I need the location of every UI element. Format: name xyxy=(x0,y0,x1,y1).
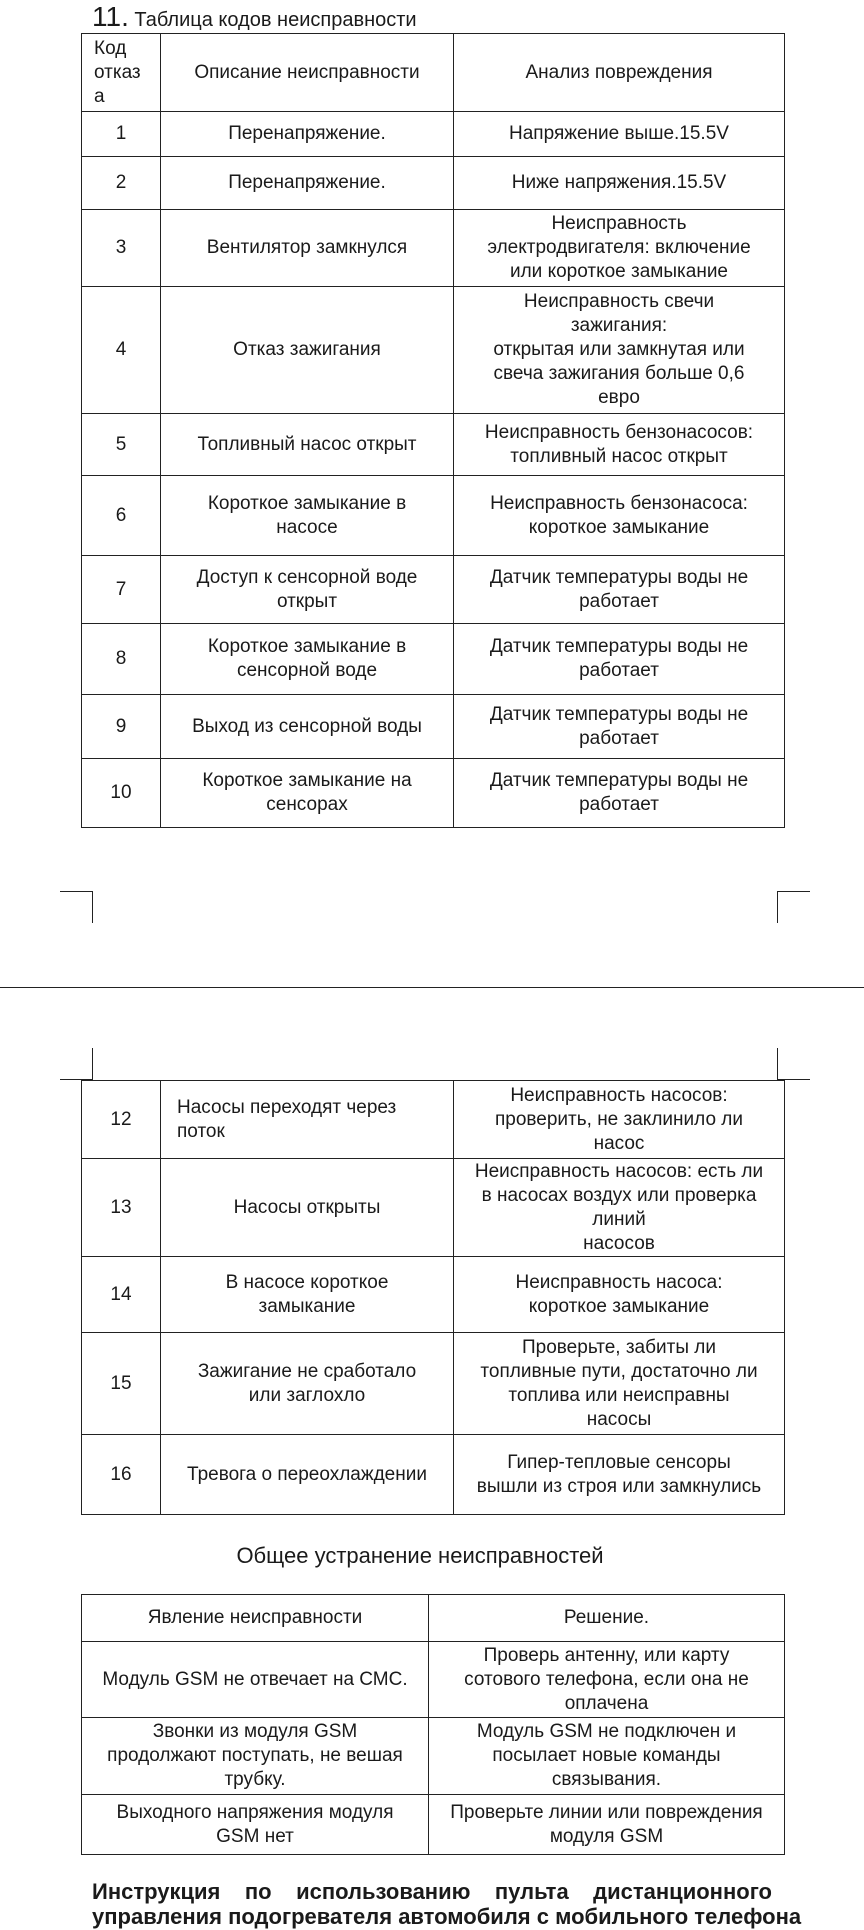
page-corner-mark-right xyxy=(777,1048,778,1080)
fault-code-table xyxy=(81,33,785,828)
table-row xyxy=(82,112,785,157)
table-row xyxy=(82,414,785,476)
fault-code: 4 xyxy=(82,287,161,414)
table-row xyxy=(82,1333,785,1435)
fault-code: 6 xyxy=(82,476,161,556)
header-analysis: Анализ повреждения xyxy=(454,34,785,112)
fault-description: Отказ зажигания xyxy=(161,287,454,414)
fault-code-table-continued xyxy=(81,1080,785,1515)
header-solution: Решение. xyxy=(429,1595,785,1642)
fault-analysis: Неисправность насосов: есть ли в насосах воздух или проверка линий насосов xyxy=(454,1159,785,1257)
fault-description: Тревога о переохлаждении xyxy=(161,1435,454,1515)
fault-description: Насосы открыты xyxy=(161,1159,454,1257)
page-corner-mark-left xyxy=(60,891,93,892)
fault-code: 3 xyxy=(82,210,161,287)
fault-description: Выход из сенсорной воды xyxy=(161,695,454,759)
fault-description: Короткое замыкание на сенсорах xyxy=(161,759,454,828)
fault-analysis: Датчик температуры воды не работает xyxy=(454,624,785,695)
fault-analysis: Неисправность насосов: проверить, не заклинило ли насос xyxy=(454,1081,785,1159)
fault-code: 2 xyxy=(82,157,161,210)
page-corner-mark-left xyxy=(92,1048,93,1080)
solution: Модуль GSM не подключен и посылает новые команды связывания. xyxy=(429,1718,785,1795)
fault-description: Перенапряжение. xyxy=(161,157,454,210)
section-title: Таблица кодов неисправности xyxy=(134,9,417,31)
fault-code: 15 xyxy=(82,1333,161,1435)
fault-description: Перенапряжение. xyxy=(161,112,454,157)
fault-code: 8 xyxy=(82,624,161,695)
table-row xyxy=(82,1257,785,1333)
table-row xyxy=(82,1081,785,1159)
symptom: Модуль GSM не отвечает на СМС. xyxy=(82,1642,429,1718)
page-divider xyxy=(0,987,864,988)
fault-analysis: Напряжение выше.15.5V xyxy=(454,112,785,157)
instruction-title-line-2: управления подогревателя автомобиля с мобильного телефона xyxy=(92,1904,802,1929)
fault-description: Вентилятор замкнулся xyxy=(161,210,454,287)
fault-analysis: Датчик температуры воды не работает xyxy=(454,695,785,759)
fault-analysis: Ниже напряжения.15.5V xyxy=(454,157,785,210)
fault-code: 5 xyxy=(82,414,161,476)
symptom: Выходного напряжения модуля GSM нет xyxy=(82,1795,429,1855)
solution: Проверьте линии или повреждения модуля GSM xyxy=(429,1795,785,1855)
fault-analysis: Датчик температуры воды не работает xyxy=(454,759,785,828)
fault-code: 7 xyxy=(82,556,161,624)
table-row xyxy=(82,1435,785,1515)
header-code: Код отказ а xyxy=(82,34,161,112)
fault-description: В насосе короткое замыкание xyxy=(161,1257,454,1333)
header-symptom: Явление неисправности xyxy=(82,1595,429,1642)
fault-analysis: Неисправность бензонасосов: топливный насос открыт xyxy=(454,414,785,476)
fault-analysis: Неисправность электродвигателя: включение или короткое замыкание xyxy=(454,210,785,287)
fault-analysis: Неисправность свечи зажигания: открытая или замкнутая или свеча зажигания больше 0,6 евро xyxy=(454,287,785,414)
fault-analysis: Проверьте, забиты ли топливные пути, достаточно ли топлива или неисправны насосы xyxy=(454,1333,785,1435)
troubleshooting-header-row xyxy=(82,1595,785,1642)
fault-description: Зажигание не сработало или заглохло xyxy=(161,1333,454,1435)
table-row xyxy=(82,1718,785,1795)
page-corner-mark-right xyxy=(777,891,778,923)
fault-description: Короткое замыкание в сенсорной воде xyxy=(161,624,454,695)
page-corner-mark-right xyxy=(777,891,810,892)
table-row xyxy=(82,287,785,414)
fault-code: 13 xyxy=(82,1159,161,1257)
fault-analysis: Гипер-тепловые сенсоры вышли из строя или замкнулись xyxy=(454,1435,785,1515)
section-heading xyxy=(92,0,417,37)
fault-code: 12 xyxy=(82,1081,161,1159)
fault-description: Доступ к сенсорной воде открыт xyxy=(161,556,454,624)
table-row xyxy=(82,476,785,556)
section-number: 11. xyxy=(92,1,129,32)
fault-description: Топливный насос открыт xyxy=(161,414,454,476)
fault-code: 14 xyxy=(82,1257,161,1333)
troubleshooting-title: Общее устранение неисправностей xyxy=(236,1543,604,1568)
table-row xyxy=(82,556,785,624)
page-corner-mark-left xyxy=(92,891,93,923)
table-row xyxy=(82,157,785,210)
table-row xyxy=(82,1159,785,1257)
fault-code: 16 xyxy=(82,1435,161,1515)
fault-description: Короткое замыкание в насосе xyxy=(161,476,454,556)
table-row xyxy=(82,1795,785,1855)
table-row xyxy=(82,695,785,759)
table-row xyxy=(82,759,785,828)
instruction-title-line-1: Инструкция по использованию пульта дистанционного xyxy=(92,1879,772,1904)
fault-code: 9 xyxy=(82,695,161,759)
fault-table-header-row xyxy=(82,34,785,112)
table-row xyxy=(82,1642,785,1718)
fault-code: 1 xyxy=(82,112,161,157)
troubleshooting-table xyxy=(81,1594,785,1855)
header-description: Описание неисправности xyxy=(161,34,454,112)
fault-code: 10 xyxy=(82,759,161,828)
symptom: Звонки из модуля GSM продолжают поступать, не вешая трубку. xyxy=(82,1718,429,1795)
table-row xyxy=(82,210,785,287)
fault-analysis: Датчик температуры воды не работает xyxy=(454,556,785,624)
table-row xyxy=(82,624,785,695)
fault-analysis: Неисправность насоса: короткое замыкание xyxy=(454,1257,785,1333)
fault-description: Насосы переходят через поток xyxy=(161,1081,454,1159)
fault-analysis: Неисправность бензонасоса: короткое замыкание xyxy=(454,476,785,556)
solution: Проверь антенну, или карту сотового телефона, если она не оплачена xyxy=(429,1642,785,1718)
